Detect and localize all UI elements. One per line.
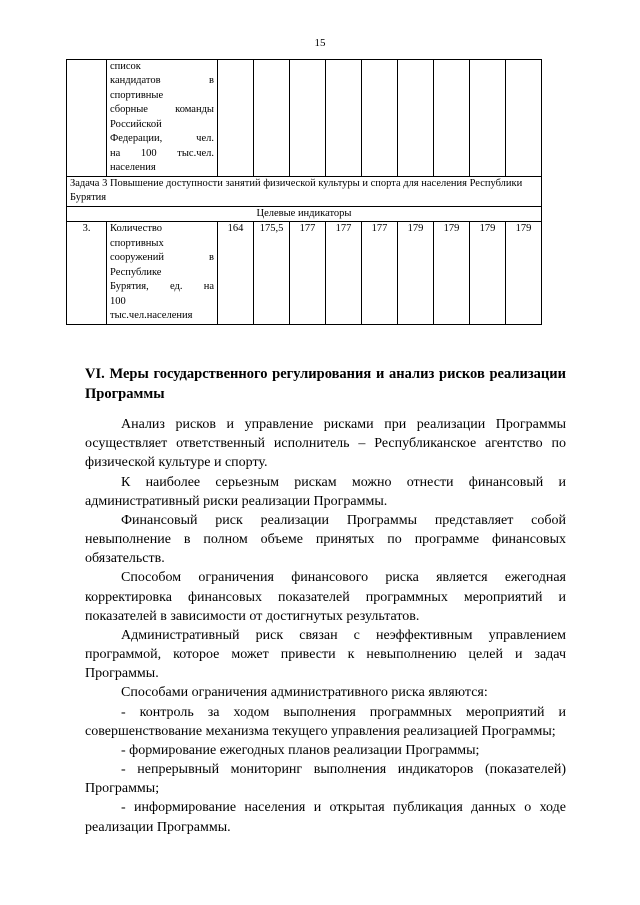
list-item: - непрерывный мониторинг выполнения индикаторов (показателей) Программы;	[85, 762, 566, 797]
description-line: сооружений в	[110, 252, 214, 264]
description-line: населения	[110, 162, 156, 174]
list-item: - контроль за ходом выполнения программных мероприятий и совершенствование механизма текущего управления реализацией Программы;	[85, 704, 566, 739]
row-description-cell	[107, 60, 218, 177]
description-line: спортивных	[110, 237, 164, 249]
section-heading: VI. Меры государственного регулирования и анализ рисков реализации Программы	[85, 366, 566, 403]
paragraph: Способом ограничения финансового риска является ежегодная корректировка финансовых показателей программных мероприятий и показателей в зависимости от достигнутых результатов.	[85, 570, 566, 624]
row-description-cell	[107, 222, 218, 324]
value-cell: 179	[398, 222, 434, 324]
description-line: сборные команды	[110, 104, 214, 116]
description-line: Республике	[110, 266, 162, 278]
description-line: Бурятия, ед. на	[110, 281, 214, 293]
section-body	[85, 415, 566, 837]
page-number: 15	[314, 37, 326, 49]
description-line: Федерации, чел.	[110, 133, 214, 145]
value-cell	[254, 60, 290, 177]
table-row	[67, 176, 542, 206]
value-cell	[470, 60, 506, 177]
value-cell: 175,5	[254, 222, 290, 324]
value-cell	[506, 60, 542, 177]
value-cell	[326, 60, 362, 177]
row-number-cell: 3.	[67, 222, 107, 324]
value-cell: 177	[362, 222, 398, 324]
description-line: на 100 тыс.чел.	[110, 147, 214, 159]
value-cell: 179	[434, 222, 470, 324]
description-line: кандидатов в	[110, 75, 214, 87]
value-cell: 177	[326, 222, 362, 324]
row-number-cell	[67, 60, 107, 177]
paragraph: Анализ рисков и управление рисками при реализации Программы осуществляет ответственный исполнитель – Республиканское агентство по физической культуре и спорту.	[85, 417, 566, 471]
list-item: - формирование ежегодных планов реализации Программы;	[121, 742, 480, 758]
value-cell: 177	[290, 222, 326, 324]
description-line: Количество	[110, 223, 163, 235]
paragraph: Финансовый риск реализации Программы представляет собой невыполнение в полном объеме принятых по программе финансовых обязательств.	[85, 512, 566, 567]
table-row	[67, 206, 542, 221]
value-cell	[218, 60, 254, 177]
value-cell: 164	[218, 222, 254, 324]
table-row	[67, 60, 542, 177]
indicators-header-cell: Целевые индикаторы	[67, 206, 542, 221]
description-line: 100	[110, 295, 126, 307]
indicators-table	[66, 59, 542, 325]
paragraph: Административный риск связан с неэффективным управлением программой, которое может привести к невыполнению целей и задач Программы.	[85, 627, 566, 682]
list-item: - информирование населения и открытая публикация данных о ходе реализации Программы.	[85, 800, 566, 835]
value-cell	[434, 60, 470, 177]
table-row	[67, 222, 542, 324]
description-line: тыс.чел.населения	[110, 310, 193, 322]
value-cell	[362, 60, 398, 177]
paragraph: К наиболее серьезным рискам можно отнести финансовый и административный риски реализации Программы.	[85, 474, 566, 509]
value-cell	[398, 60, 434, 177]
value-cell: 179	[470, 222, 506, 324]
paragraph: Способами ограничения административного риска являются:	[121, 685, 488, 701]
task-row-cell: Задача 3 Повышение доступности занятий физической культуры и спорта для населения Республики Бурятия	[67, 176, 542, 206]
value-cell	[290, 60, 326, 177]
description-line: спортивные	[110, 89, 164, 101]
value-cell: 179	[506, 222, 542, 324]
description-line: список	[110, 61, 141, 72]
description-line: Российской	[110, 118, 162, 130]
